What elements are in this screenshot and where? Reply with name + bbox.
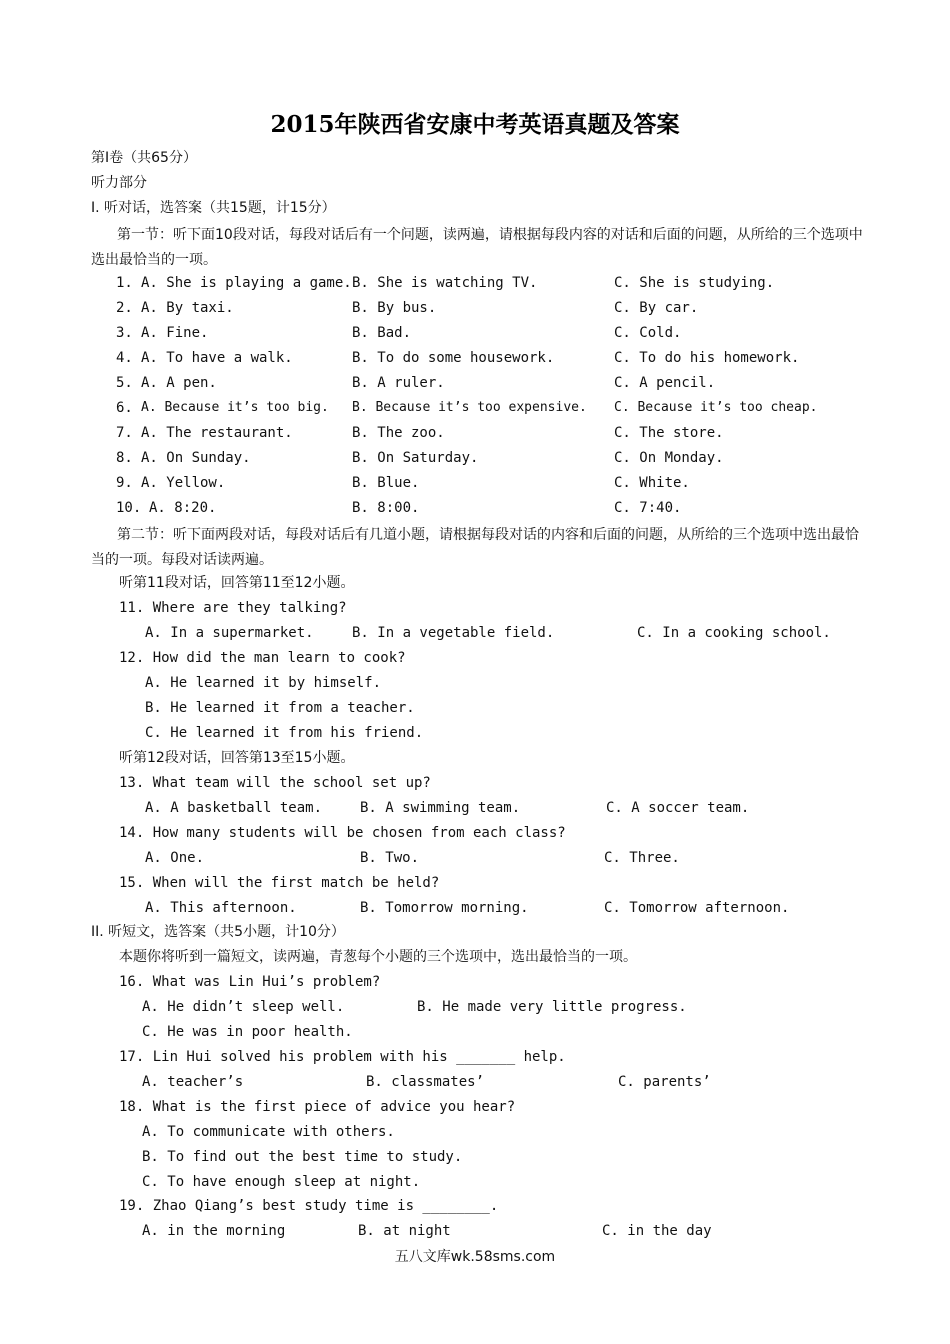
q16-stem: 16. What was Lin Hui’s problem? [119, 974, 381, 990]
q7-option-b: B. The zoo. [352, 425, 445, 441]
q10-option-a: A. 8:20. [149, 500, 217, 516]
q2-option-a: A. By taxi. [141, 300, 234, 316]
q16-option-a: A. He didn’t sleep well. [142, 999, 345, 1015]
q10-option-c: C. 7:40. [614, 500, 682, 516]
q9-option-a: A. Yellow. [141, 475, 226, 491]
q19-option-c: C. in the day [602, 1223, 712, 1239]
q10-number: 10. [116, 500, 142, 516]
listening-heading: 听力部分 [91, 175, 147, 191]
section1-intro: 第一节：听下面10段对话，每段对话后有一个问题，读两遍，请根据每段内容的对话和后面的问题，从所给的三个选项中选出最恰当的一项。 [91, 227, 863, 268]
q17-option-a: A. teacher’s [142, 1074, 244, 1090]
q6-option-c: C. Because it’s too cheap. [614, 400, 818, 415]
q19-stem: 19. Zhao Qiang’s best study time is ________. [119, 1198, 499, 1214]
q16-option-c: C. He was in poor health. [142, 1024, 353, 1040]
q18-option-b: B. To find out the best time to study. [142, 1149, 463, 1165]
q13-option-c: C. A soccer team. [606, 800, 750, 816]
q7-option-a: A. The restaurant. [141, 425, 293, 441]
q12-option-a: A. He learned it by himself. [145, 675, 382, 691]
q16-option-b: B. He made very little progress. [417, 999, 687, 1015]
q14-option-b: B. Two. [360, 850, 420, 866]
q4-option-b: B. To do some housework. [352, 350, 555, 366]
dialog12-intro: 听第12段对话，回答第13至15小题。 [119, 750, 355, 766]
q4-option-a: A. To have a walk. [141, 350, 293, 366]
q9-option-b: B. Blue. [352, 475, 420, 491]
q17-stem: 17. Lin Hui solved his problem with his _______ help. [119, 1049, 566, 1065]
q14-option-c: C. Three. [604, 850, 680, 866]
q2-option-b: B. By bus. [352, 300, 437, 316]
q2-number: 2. [116, 300, 133, 316]
part1-heading: I. 听对话，选答案（共15题，计15分） [91, 200, 336, 216]
q12-stem: 12. How did the man learn to cook? [119, 650, 406, 666]
q7-number: 7. [116, 425, 133, 441]
q11-option-a: A. In a supermarket. [145, 625, 314, 641]
q7-option-c: C. The store. [614, 425, 724, 441]
q6-option-b: B. Because it’s too expensive. [352, 400, 587, 415]
q18-option-a: A. To communicate with others. [142, 1124, 395, 1140]
q19-option-a: A. in the morning [142, 1223, 286, 1239]
volume-heading: 第Ⅰ卷（共65分） [91, 150, 197, 166]
q5-option-a: A. A pen. [141, 375, 217, 391]
part2-intro: 本题你将听到一篇短文，读两遍，青葱每个小题的三个选项中，选出最恰当的一项。 [119, 949, 637, 965]
q4-option-c: C. To do his homework. [614, 350, 800, 366]
q11-option-b: B. In a vegetable field. [352, 625, 555, 641]
q13-option-a: A. A basketball team. [145, 800, 323, 816]
q5-option-b: B. A ruler. [352, 375, 445, 391]
q9-option-c: C. White. [614, 475, 690, 491]
q15-option-c: C. Tomorrow afternoon. [604, 900, 790, 916]
q1-option-c: C. She is studying. [614, 275, 775, 291]
q10-option-b: B. 8:00. [352, 500, 420, 516]
q3-option-c: C. Cold. [614, 325, 682, 341]
q4-number: 4. [116, 350, 133, 366]
q1-option-a: A. She is playing a game. [141, 275, 352, 291]
q1-option-b: B. She is watching TV. [352, 275, 538, 291]
q13-stem: 13. What team will the school set up? [119, 775, 431, 791]
q15-option-b: B. Tomorrow morning. [360, 900, 529, 916]
q3-option-a: A. Fine. [141, 325, 209, 341]
q2-option-c: C. By car. [614, 300, 699, 316]
dialog11-intro: 听第11段对话，回答第11至12小题。 [119, 575, 355, 591]
q6-option-a: A. Because it’s too big. [141, 400, 329, 415]
q12-option-b: B. He learned it from a teacher. [145, 700, 415, 716]
q11-stem: 11. Where are they talking? [119, 600, 347, 616]
q18-stem: 18. What is the first piece of advice you hear? [119, 1099, 516, 1115]
part2-heading: II. 听短文，选答案（共5小题，计10分） [91, 924, 345, 940]
q15-stem: 15. When will the first match be held? [119, 875, 440, 891]
q9-number: 9. [116, 475, 133, 491]
q18-option-c: C. To have enough sleep at night. [142, 1174, 421, 1190]
q17-option-c: C. parents’ [618, 1074, 711, 1090]
q17-option-b: B. classmates’ [366, 1074, 485, 1090]
q8-option-b: B. On Saturday. [352, 450, 479, 466]
q13-option-b: B. A swimming team. [360, 800, 521, 816]
footer-watermark: 五八文库wk.58sms.com [394, 1249, 556, 1265]
q3-option-b: B. Bad. [352, 325, 412, 341]
q19-option-b: B. at night [358, 1223, 451, 1239]
q6-number: 6. [116, 400, 133, 416]
q8-number: 8. [116, 450, 133, 466]
page-title: 2015年陕西省安康中考英语真题及答案 [270, 111, 680, 138]
section2-intro: 第二节：听下面两段对话，每段对话后有几道小题，请根据每段对话的内容和后面的问题，从所给的三个选项中选出最恰当的一项。每段对话读两遍。 [91, 527, 859, 568]
q14-stem: 14. How many students will be chosen from each class? [119, 825, 566, 841]
q5-number: 5. [116, 375, 133, 391]
q11-option-c: C. In a cooking school. [637, 625, 831, 641]
q8-option-c: C. On Monday. [614, 450, 724, 466]
q5-option-c: C. A pencil. [614, 375, 716, 391]
q14-option-a: A. One. [145, 850, 205, 866]
q3-number: 3. [116, 325, 133, 341]
q15-option-a: A. This afternoon. [145, 900, 297, 916]
q12-option-c: C. He learned it from his friend. [145, 725, 424, 741]
q1-number: 1. [116, 275, 133, 291]
q8-option-a: A. On Sunday. [141, 450, 251, 466]
